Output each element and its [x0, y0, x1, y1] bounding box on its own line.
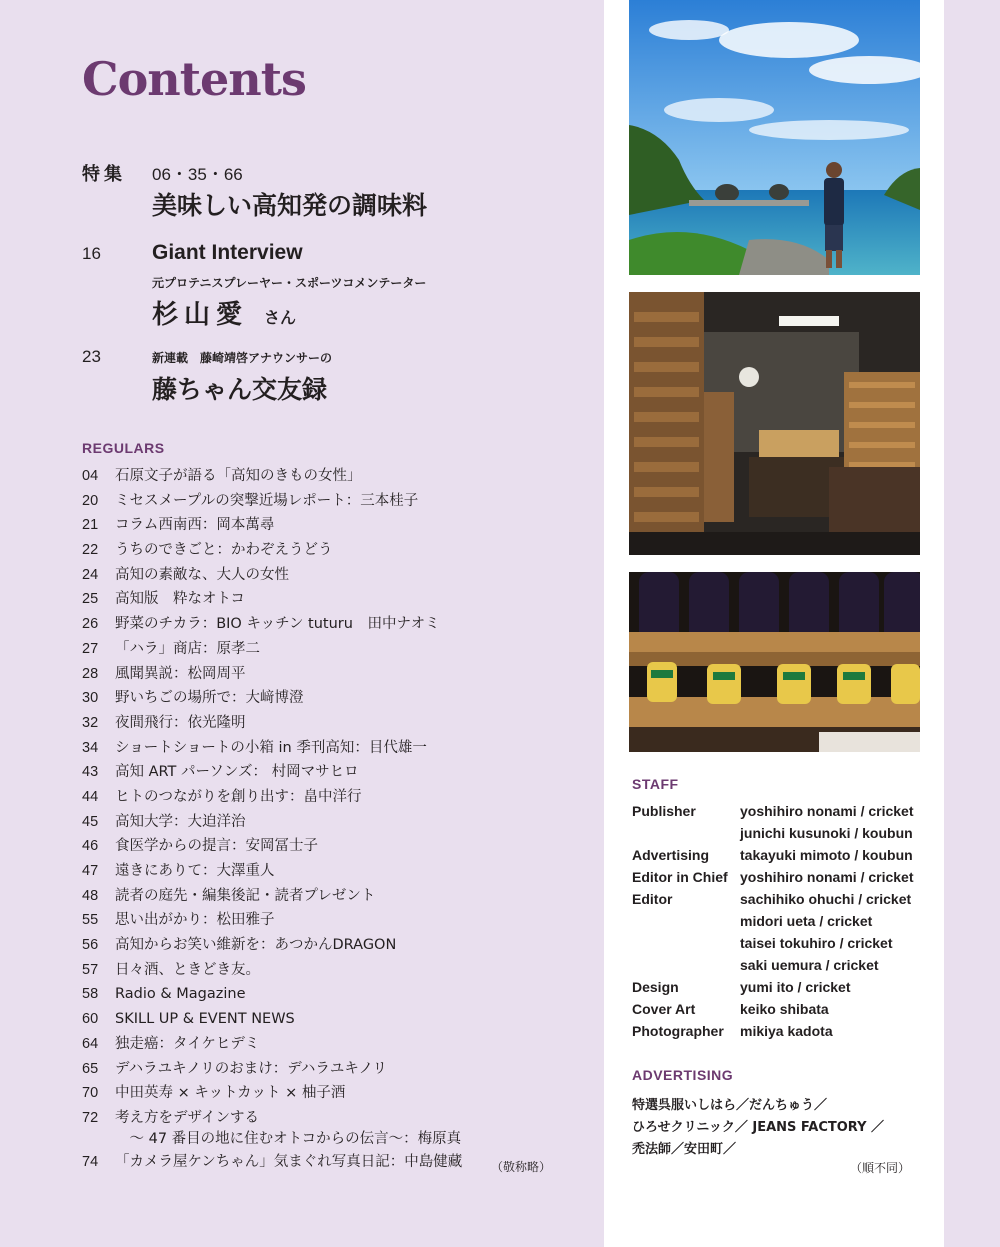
- staff-row: [632, 1020, 914, 1042]
- item-title: 高知大学：大迫洋治: [115, 813, 246, 830]
- staff-role: Photographer: [632, 1023, 724, 1039]
- page-number: 74: [82, 1153, 99, 1170]
- staff-name: sachihiko ohuchi / cricket: [740, 891, 912, 907]
- item-title: Radio & Magazine: [115, 986, 246, 1003]
- staff-name: yoshihiro nonami / cricket: [740, 803, 914, 819]
- honorifics-omitted-note: （敬称略）: [491, 1160, 552, 1174]
- page-number: 43: [82, 764, 99, 781]
- list-item[interactable]: [82, 489, 592, 514]
- item-title: 夜間飛行：依光隆明: [115, 714, 246, 731]
- staff-name: keiko shibata: [740, 1001, 829, 1017]
- staff-role: Publisher: [632, 803, 696, 819]
- list-item[interactable]: [82, 1007, 592, 1032]
- page-number: 56: [82, 937, 99, 954]
- staff-name: mikiya kadota: [740, 1023, 833, 1039]
- list-item[interactable]: [82, 810, 592, 835]
- list-item[interactable]: [82, 563, 592, 588]
- feature-subtitle: 新連載 藤崎靖啓アナウンサーの: [152, 351, 333, 365]
- list-item[interactable]: [82, 859, 592, 884]
- staff-row: [632, 998, 914, 1020]
- advertiser-line: 特選呉服いしはら／だんちゅう／: [632, 1098, 828, 1113]
- item-title: 高知版 粋なオトコ: [115, 591, 245, 608]
- item-title: 高知からお笑い維新を：あつかんDRAGON: [115, 937, 397, 954]
- feature-title[interactable]: 藤ちゃん交友録: [152, 375, 328, 404]
- advertiser-line: ひろせクリニック／ JEANS FACTORY ／: [632, 1120, 885, 1135]
- page-number: 48: [82, 887, 99, 904]
- list-item[interactable]: [82, 1081, 592, 1106]
- feature-page-number: 16: [82, 244, 101, 263]
- item-title: デハラユキノリのおまけ：デハラユキノリ: [115, 1060, 388, 1077]
- interviewee-name: 杉山愛: [152, 300, 249, 330]
- staff-row: [632, 910, 914, 932]
- page-number: 70: [82, 1085, 99, 1102]
- page-number: 32: [82, 714, 99, 731]
- random-order-note: （順不同）: [850, 1161, 911, 1175]
- list-item[interactable]: [82, 908, 592, 933]
- page-number: 64: [82, 1035, 99, 1052]
- page-number: 22: [82, 542, 99, 559]
- item-title: 思い出がかり：松田雅子: [115, 912, 275, 929]
- bottles-photo: [629, 572, 920, 752]
- staff-role: Editor in Chief: [632, 869, 728, 885]
- page-number: 21: [82, 517, 99, 534]
- staff-row: [632, 822, 914, 844]
- honorific: さん: [264, 308, 297, 327]
- storehouse-photo: [629, 292, 920, 555]
- list-item[interactable]: [82, 686, 592, 711]
- page-number: 58: [82, 986, 99, 1003]
- list-item[interactable]: [82, 662, 592, 687]
- page-number: 27: [82, 640, 99, 657]
- advertiser-line: 禿法師／安田町／: [632, 1142, 737, 1157]
- item-title: うちのできごと：かわぞえうどう: [115, 542, 333, 559]
- staff-name: yumi ito / cricket: [740, 979, 851, 995]
- staff-role: [632, 910, 740, 932]
- feature-title[interactable]: 美味しい高知発の調味料: [152, 191, 428, 220]
- item-title: 遠きにありて：大澤重人: [115, 863, 275, 879]
- staff-name: junichi kusunoki / koubun: [740, 825, 913, 841]
- page-number: 46: [82, 838, 99, 855]
- item-title: 「ハラ」商店：原孝二: [115, 640, 260, 657]
- item-title: 風聞異説：松岡周平: [115, 665, 246, 682]
- list-item[interactable]: [82, 785, 592, 810]
- feature-pages: 06・35・66: [152, 165, 243, 184]
- page-number: 26: [82, 616, 99, 633]
- staff-name: saki uemura / cricket: [740, 957, 879, 973]
- list-item[interactable]: [82, 1057, 592, 1082]
- item-title: ショートショートの小箱 in 季刊高知：目代雄一: [115, 739, 427, 756]
- list-item[interactable]: [82, 958, 592, 983]
- item-title: 高知 ART パーソンズ： 村岡マサヒロ: [115, 764, 359, 781]
- list-item[interactable]: [82, 933, 592, 958]
- staff-row: [632, 866, 914, 888]
- staff-row: [632, 800, 914, 822]
- page-number: 20: [82, 492, 99, 509]
- page-number: 60: [82, 1011, 99, 1028]
- staff-role: [632, 954, 740, 976]
- page-number: 25: [82, 591, 99, 608]
- list-item[interactable]: [82, 736, 592, 761]
- list-item[interactable]: [82, 1106, 592, 1150]
- item-title: 読者の庭先・編集後記・読者プレゼント: [115, 887, 376, 904]
- feature-subtitle: 元プロテニスプレーヤー・スポーツコメンテーター: [152, 276, 427, 290]
- list-item[interactable]: [82, 1032, 592, 1057]
- page-number: 24: [82, 566, 99, 583]
- list-item[interactable]: [82, 538, 592, 563]
- item-title: 食医学からの提言：安岡冨士子: [115, 838, 318, 855]
- staff-credits: [632, 800, 914, 1042]
- list-item[interactable]: [82, 612, 592, 637]
- advertising-heading: ADVERTISING: [632, 1067, 734, 1083]
- staff-role: Design: [632, 979, 679, 995]
- page-number: 45: [82, 813, 99, 830]
- list-item[interactable]: [82, 760, 592, 785]
- staff-row: [632, 932, 914, 954]
- page-title: Contents: [82, 52, 306, 106]
- regulars-heading: REGULARS: [82, 440, 165, 456]
- staff-role: Advertising: [632, 847, 710, 863]
- staff-role: [632, 822, 740, 844]
- staff-heading: STAFF: [632, 776, 679, 792]
- staff-name: taisei tokuhiro / cricket: [740, 935, 893, 951]
- list-item[interactable]: [82, 513, 592, 538]
- staff-row: [632, 954, 914, 976]
- item-title: 中田英寿 × キットカット × 柚子酒: [115, 1085, 346, 1102]
- staff-name: yoshihiro nonami / cricket: [740, 869, 914, 885]
- page-number: 57: [82, 961, 99, 978]
- feature-page-number: 23: [82, 347, 101, 366]
- list-item[interactable]: [82, 982, 592, 1007]
- staff-name: midori ueta / cricket: [740, 913, 873, 929]
- staff-role: Cover Art: [632, 1001, 696, 1017]
- item-title: 独走癌：タイケヒデミ: [115, 1035, 260, 1052]
- item-title: 考え方をデザインする ～ 47 番目の地に住むオトコからの伝言～：梅原真: [115, 1109, 462, 1147]
- list-item[interactable]: [82, 464, 592, 489]
- staff-row: [632, 976, 914, 998]
- item-title: 石原文子が語る「高知のきもの女性」: [115, 468, 362, 484]
- page-margin: [944, 0, 1000, 1247]
- item-title: ミセスメープルの突撃近場レポート：三本桂子: [115, 492, 419, 509]
- page-number: 65: [82, 1060, 99, 1077]
- item-title: コラム西南西：岡本萬尋: [115, 517, 275, 534]
- item-title: 高知の素敵な、大人の女性: [115, 566, 289, 583]
- item-title: ヒトのつながりを創り出す：畠中洋行: [115, 788, 362, 805]
- page-number: 34: [82, 739, 99, 756]
- coast-photo: [629, 0, 920, 275]
- page-number: 55: [82, 912, 99, 929]
- item-title: 「カメラ屋ケンちゃん」気まぐれ写真日記：中島健藏: [115, 1153, 463, 1170]
- staff-role: Editor: [632, 891, 673, 907]
- page-number: 30: [82, 690, 99, 707]
- page-number: 04: [82, 468, 99, 484]
- list-item[interactable]: [82, 637, 592, 662]
- staff-row: [632, 844, 914, 866]
- list-item[interactable]: [82, 884, 592, 909]
- item-title: SKILL UP & EVENT NEWS: [115, 1011, 295, 1028]
- staff-role: [632, 932, 740, 954]
- page-number: 44: [82, 788, 99, 805]
- item-title: 野いちごの場所で：大﨑博澄: [115, 690, 304, 707]
- page-number: 72: [82, 1109, 99, 1126]
- list-item[interactable]: [82, 587, 592, 612]
- feature-title[interactable]: Giant Interview: [152, 241, 303, 264]
- staff-name: takayuki mimoto / koubun: [740, 847, 913, 863]
- page-number: 28: [82, 665, 99, 682]
- list-item[interactable]: [82, 711, 592, 736]
- item-title: 日々酒、ときどき友。: [115, 961, 260, 978]
- page-number: 47: [82, 863, 99, 879]
- list-item[interactable]: [82, 834, 592, 859]
- feature-label: 特集: [82, 164, 126, 184]
- regulars-list: [82, 464, 592, 1175]
- staff-row: [632, 888, 914, 910]
- item-title: 野菜のチカラ：BIO キッチン tuturu 田中ナオミ: [115, 616, 440, 633]
